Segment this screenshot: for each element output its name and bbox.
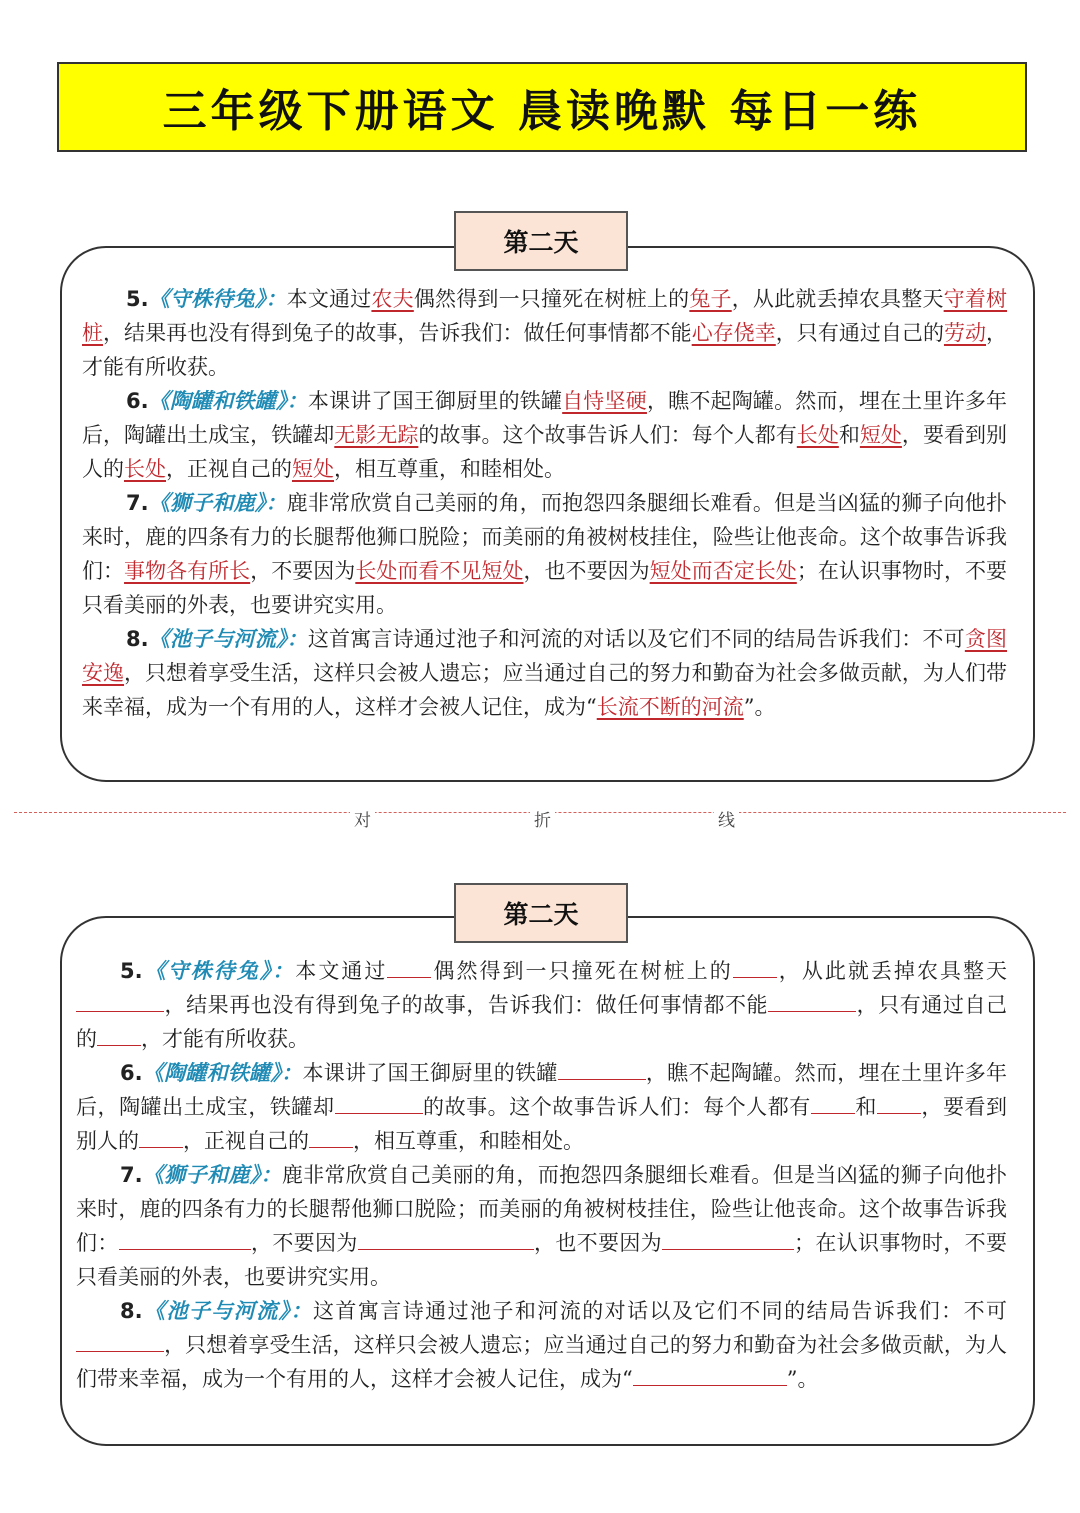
- answer-text: 自恃坚硬: [562, 389, 647, 413]
- fill-blank[interactable]: [633, 1363, 787, 1386]
- fill-blank[interactable]: [662, 1227, 794, 1250]
- body-text: ，相互尊重，和睦相处。: [334, 457, 565, 481]
- body-text: ，瞧不起陶罐。然而，埋在土里许多年后，陶罐出土成宝，铁罐却: [82, 389, 1008, 447]
- body-text: ；在认识事物时，不要只看美丽的外表，也要讲究实用。: [82, 559, 1008, 617]
- body-text: ，才能有所收获。: [82, 321, 1008, 379]
- lesson-item: [82, 384, 1007, 486]
- body-text: ，要看到别人的: [82, 423, 1008, 481]
- lesson-item: [76, 954, 1007, 1056]
- answer-text: 短处: [292, 457, 334, 481]
- lesson-title: 《池子与河流》：: [142, 1298, 313, 1323]
- fill-blank[interactable]: [358, 1227, 534, 1250]
- item-number: 8.: [120, 1299, 143, 1323]
- exercise-card: [60, 916, 1035, 1446]
- body-text: 本文通过: [295, 959, 388, 983]
- body-text: 这首寓言诗通过池子和河流的对话以及它们不同的结局告诉我们：不可: [313, 1299, 1008, 1323]
- body-text: ，结果再也没有得到兔子的故事，告诉我们：做任何事情都不能: [164, 993, 769, 1017]
- fill-blank[interactable]: [309, 1125, 353, 1148]
- item-number: 7.: [120, 1163, 143, 1187]
- body-text: ，结果再也没有得到兔子的故事，告诉我们：做任何事情都不能: [103, 321, 692, 345]
- body-text: 和: [838, 423, 860, 447]
- body-text: ”。: [786, 1367, 819, 1391]
- answer-text: 无影无踪: [334, 423, 419, 447]
- fill-blank[interactable]: [387, 955, 431, 978]
- answer-card: [60, 246, 1035, 782]
- body-text: ，相互尊重，和睦相处。: [353, 1129, 584, 1153]
- fill-blank[interactable]: [877, 1091, 921, 1114]
- body-text: ，只想着享受生活，这样只会被人遗忘；应当通过自己的努力和勤奋为社会多做贡献，为人们带来幸福，成为一个有用的人，这样才会被人记住，成为“: [82, 661, 1007, 719]
- body-text: 偶然得到一只撞死在树桩上的: [413, 287, 690, 311]
- answer-text: 兔子: [689, 287, 732, 311]
- fill-blank[interactable]: [811, 1091, 855, 1114]
- answer-text: 心存侥幸: [691, 321, 776, 345]
- lesson-item: [76, 1056, 1007, 1158]
- body-text: ，也不要因为: [533, 1231, 663, 1255]
- body-text: ，要看到别人的: [76, 1095, 1008, 1153]
- day-tab-exercise: 第二天: [454, 883, 628, 943]
- lesson-item: [82, 622, 1007, 724]
- answer-text: 短处而否定长处: [649, 559, 797, 583]
- body-text: ，瞧不起陶罐。然而，埋在土里许多年后，陶罐出土成宝，铁罐却: [76, 1061, 1008, 1119]
- lesson-title: 《池子与河流》：: [148, 626, 308, 651]
- fill-blank[interactable]: [733, 955, 777, 978]
- lesson-title: 《狮子和鹿》：: [148, 490, 287, 515]
- lesson-title: 《守株待兔》：: [142, 958, 296, 983]
- lesson-item: [82, 282, 1007, 384]
- body-text: ，从此就丢掉农具整天: [731, 287, 944, 311]
- lesson-item: [76, 1294, 1007, 1396]
- fill-blank[interactable]: [97, 1023, 141, 1046]
- item-number: 6.: [120, 1061, 143, 1085]
- answer-text: 事物各有所长: [124, 559, 251, 583]
- item-number: 8.: [126, 627, 149, 651]
- fill-blank[interactable]: [76, 989, 164, 1012]
- fill-blank[interactable]: [119, 1227, 251, 1250]
- body-text: ，也不要因为: [523, 559, 650, 583]
- body-text: ，才能有所收获。: [141, 1027, 309, 1051]
- body-text: 鹿非常欣赏自己美丽的角，而抱怨四条腿细长难看。但是当凶猛的狮子向他扑来时，鹿的四条有力的长腿帮他狮口脱险；而美丽的角被树枝挂住，险些让他丧命。这个故事告诉我们：: [76, 1163, 1008, 1255]
- answer-text: 长处: [796, 423, 839, 447]
- body-text: ，只想着享受生活，这样只会被人遗忘；应当通过自己的努力和勤奋为社会多做贡献，为人们带来幸福，成为一个有用的人，这样才会被人记住，成为“: [76, 1333, 1007, 1391]
- body-text: 偶然得到一只撞死在树桩上的: [431, 959, 733, 983]
- body-text: ，只有通过自己的: [775, 321, 944, 345]
- answer-text: 贪图安逸: [82, 627, 1008, 685]
- answer-text: 短处: [859, 423, 902, 447]
- answer-text: 长处而看不见短处: [355, 559, 524, 583]
- body-text: ，正视自己的: [166, 457, 292, 481]
- body-text: 本课讲了国王御厨里的铁罐: [307, 389, 563, 413]
- body-text: 这首寓言诗通过池子和河流的对话以及它们不同的结局告诉我们：不可: [307, 627, 965, 651]
- body-text: ，不要因为: [250, 559, 356, 583]
- answer-text: 长处: [124, 457, 166, 481]
- fold-label-1: 对: [350, 806, 375, 831]
- lesson-item: [76, 1158, 1007, 1294]
- fold-label-3: 线: [714, 806, 739, 831]
- lesson-title: 《守株待兔》：: [148, 286, 287, 311]
- answer-text: 劳动: [943, 321, 987, 345]
- body-text: 和: [854, 1095, 877, 1119]
- page-title: 三年级下册语文 晨读晚默 每日一练: [162, 86, 922, 137]
- item-number: 5.: [126, 287, 149, 311]
- answer-text: 长流不断的河流: [596, 695, 744, 719]
- body-text: ；在认识事物时，不要只看美丽的外表，也要讲究实用。: [76, 1231, 1008, 1289]
- lesson-title: 《陶罐和铁罐》：: [148, 388, 308, 413]
- body-text: 的故事。这个故事告诉人们：每个人都有: [418, 423, 797, 447]
- item-number: 5.: [120, 959, 143, 983]
- body-text: ，不要因为: [250, 1231, 358, 1255]
- lesson-title: 《狮子和鹿》：: [142, 1162, 282, 1187]
- fill-blank[interactable]: [768, 989, 856, 1012]
- body-text: ，从此就丢掉农具整天: [776, 959, 1008, 983]
- body-text: 的故事。这个故事告诉人们：每个人都有: [422, 1095, 811, 1119]
- item-number: 6.: [126, 389, 149, 413]
- answer-text: 守着树桩: [82, 287, 1008, 345]
- body-text: 鹿非常欣赏自己美丽的角，而抱怨四条腿细长难看。但是当凶猛的狮子向他扑来时，鹿的四条有力的长腿帮他狮口脱险；而美丽的角被树枝挂住，险些让他丧命。这个故事告诉我们：: [82, 491, 1008, 583]
- fill-blank[interactable]: [558, 1057, 646, 1080]
- fold-label-2: 折: [530, 806, 555, 831]
- body-text: 本课讲了国王御厨里的铁罐: [302, 1061, 558, 1085]
- fill-blank[interactable]: [335, 1091, 423, 1114]
- lesson-title: 《陶罐和铁罐》：: [142, 1060, 303, 1085]
- body-text: 本文通过: [286, 287, 372, 311]
- title-banner: [57, 62, 1027, 152]
- answer-text: 农夫: [371, 287, 414, 311]
- body-text: ，只有通过自己的: [76, 993, 1007, 1051]
- body-text: ”。: [743, 695, 776, 719]
- lesson-item: [82, 486, 1007, 622]
- fill-blank[interactable]: [139, 1125, 183, 1148]
- body-text: ，正视自己的: [183, 1129, 309, 1153]
- fill-blank[interactable]: [76, 1329, 164, 1352]
- day-tab-answers: 第二天: [454, 211, 628, 271]
- item-number: 7.: [126, 491, 149, 515]
